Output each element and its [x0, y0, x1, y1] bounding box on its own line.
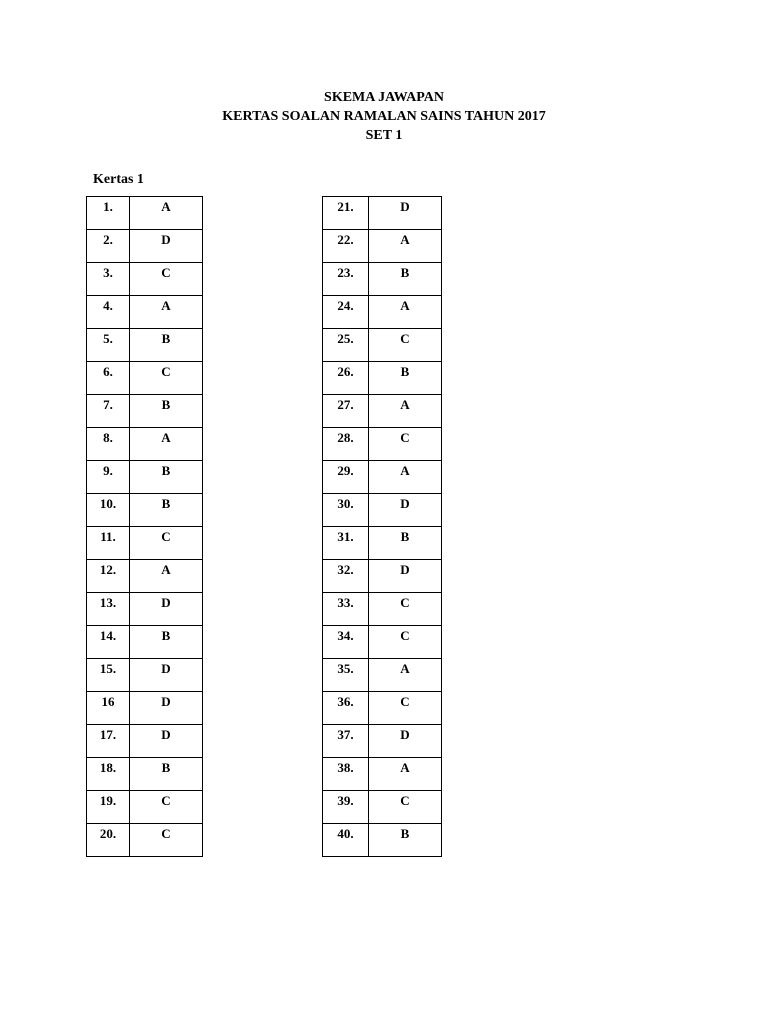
answer-letter: A — [369, 296, 442, 329]
question-number: 37. — [323, 725, 369, 758]
question-number: 14. — [87, 626, 130, 659]
answer-letter: A — [369, 758, 442, 791]
answer-letter: D — [369, 494, 442, 527]
question-number: 7. — [87, 395, 130, 428]
answer-letter: B — [369, 527, 442, 560]
table-row — [87, 593, 203, 626]
answer-letter: B — [369, 362, 442, 395]
answer-letter: C — [369, 329, 442, 362]
table-row — [323, 230, 442, 263]
table-row — [87, 791, 203, 824]
answer-letter: D — [369, 725, 442, 758]
answer-letter: C — [130, 362, 203, 395]
answer-letter: A — [369, 659, 442, 692]
section-label: Kertas 1 — [93, 172, 144, 187]
answer-letter: A — [369, 395, 442, 428]
answer-letter: B — [130, 395, 203, 428]
answer-letter: A — [369, 461, 442, 494]
answer-letter: D — [130, 659, 203, 692]
answer-letter: B — [130, 494, 203, 527]
table-row — [323, 527, 442, 560]
answer-letter: C — [369, 626, 442, 659]
question-number: 32. — [323, 560, 369, 593]
table-row — [323, 692, 442, 725]
question-number: 6. — [87, 362, 130, 395]
question-number: 8. — [87, 428, 130, 461]
question-number: 34. — [323, 626, 369, 659]
question-number: 16 — [87, 692, 130, 725]
table-row — [323, 296, 442, 329]
answer-table-left-body — [87, 197, 203, 857]
answer-letter: C — [130, 527, 203, 560]
answer-letter: C — [369, 593, 442, 626]
table-row — [323, 395, 442, 428]
answer-letter: B — [130, 626, 203, 659]
table-row — [87, 263, 203, 296]
answer-letter: B — [369, 824, 442, 857]
table-row — [87, 362, 203, 395]
answer-letter: B — [130, 461, 203, 494]
table-row — [87, 758, 203, 791]
table-row — [323, 362, 442, 395]
table-row — [323, 263, 442, 296]
question-number: 38. — [323, 758, 369, 791]
table-row — [323, 824, 442, 857]
question-number: 19. — [87, 791, 130, 824]
answer-table-left — [86, 196, 203, 857]
question-number: 39. — [323, 791, 369, 824]
answer-letter: B — [130, 758, 203, 791]
question-number: 15. — [87, 659, 130, 692]
answer-letter: A — [130, 560, 203, 593]
table-row — [323, 758, 442, 791]
table-row — [323, 791, 442, 824]
header-title: SKEMA JAWAPAN — [324, 90, 444, 105]
question-number: 35. — [323, 659, 369, 692]
question-number: 4. — [87, 296, 130, 329]
table-row — [87, 296, 203, 329]
answer-letter: A — [130, 197, 203, 230]
question-number: 2. — [87, 230, 130, 263]
answer-letter: B — [130, 329, 203, 362]
answer-letter: B — [369, 263, 442, 296]
question-number: 30. — [323, 494, 369, 527]
table-row — [87, 626, 203, 659]
answer-letter: D — [369, 197, 442, 230]
question-number: 1. — [87, 197, 130, 230]
question-number: 9. — [87, 461, 130, 494]
question-number: 12. — [87, 560, 130, 593]
question-number: 25. — [323, 329, 369, 362]
header-subtitle: KERTAS SOALAN RAMALAN SAINS TAHUN 2017 — [222, 109, 546, 124]
question-number: 10. — [87, 494, 130, 527]
question-number: 13. — [87, 593, 130, 626]
question-number: 20. — [87, 824, 130, 857]
table-row — [87, 230, 203, 263]
table-row — [323, 659, 442, 692]
table-row — [87, 725, 203, 758]
table-row — [323, 725, 442, 758]
answer-letter: A — [130, 428, 203, 461]
question-number: 18. — [87, 758, 130, 791]
question-number: 5. — [87, 329, 130, 362]
answer-letter: D — [369, 560, 442, 593]
question-number: 21. — [323, 197, 369, 230]
question-number: 17. — [87, 725, 130, 758]
question-number: 40. — [323, 824, 369, 857]
answer-letter: C — [369, 692, 442, 725]
answer-letter: D — [130, 725, 203, 758]
answer-letter: A — [369, 230, 442, 263]
table-row — [323, 329, 442, 362]
table-row — [87, 197, 203, 230]
header-set: SET 1 — [365, 128, 403, 143]
document-header — [0, 88, 768, 145]
answer-letter: C — [130, 791, 203, 824]
question-number: 27. — [323, 395, 369, 428]
table-row — [323, 593, 442, 626]
table-row — [87, 494, 203, 527]
answer-letter: D — [130, 593, 203, 626]
table-row — [323, 560, 442, 593]
question-number: 23. — [323, 263, 369, 296]
answer-table-right-body — [323, 197, 442, 857]
table-row — [323, 197, 442, 230]
answer-letter: C — [369, 791, 442, 824]
answer-letter: D — [130, 230, 203, 263]
table-row — [87, 560, 203, 593]
table-row — [323, 461, 442, 494]
table-row — [87, 824, 203, 857]
question-number: 33. — [323, 593, 369, 626]
table-row — [323, 494, 442, 527]
table-row — [87, 659, 203, 692]
table-row — [87, 692, 203, 725]
question-number: 31. — [323, 527, 369, 560]
table-row — [87, 428, 203, 461]
table-row — [323, 626, 442, 659]
answer-letter: D — [130, 692, 203, 725]
question-number: 3. — [87, 263, 130, 296]
question-number: 24. — [323, 296, 369, 329]
question-number: 29. — [323, 461, 369, 494]
question-number: 26. — [323, 362, 369, 395]
question-number: 11. — [87, 527, 130, 560]
table-row — [87, 527, 203, 560]
table-row — [87, 395, 203, 428]
table-row — [87, 329, 203, 362]
table-row — [323, 428, 442, 461]
answer-letter: C — [130, 263, 203, 296]
table-row — [87, 461, 203, 494]
answer-letter: A — [130, 296, 203, 329]
question-number: 28. — [323, 428, 369, 461]
question-number: 22. — [323, 230, 369, 263]
answer-letter: C — [369, 428, 442, 461]
question-number: 36. — [323, 692, 369, 725]
answer-letter: C — [130, 824, 203, 857]
answer-table-right — [322, 196, 442, 857]
